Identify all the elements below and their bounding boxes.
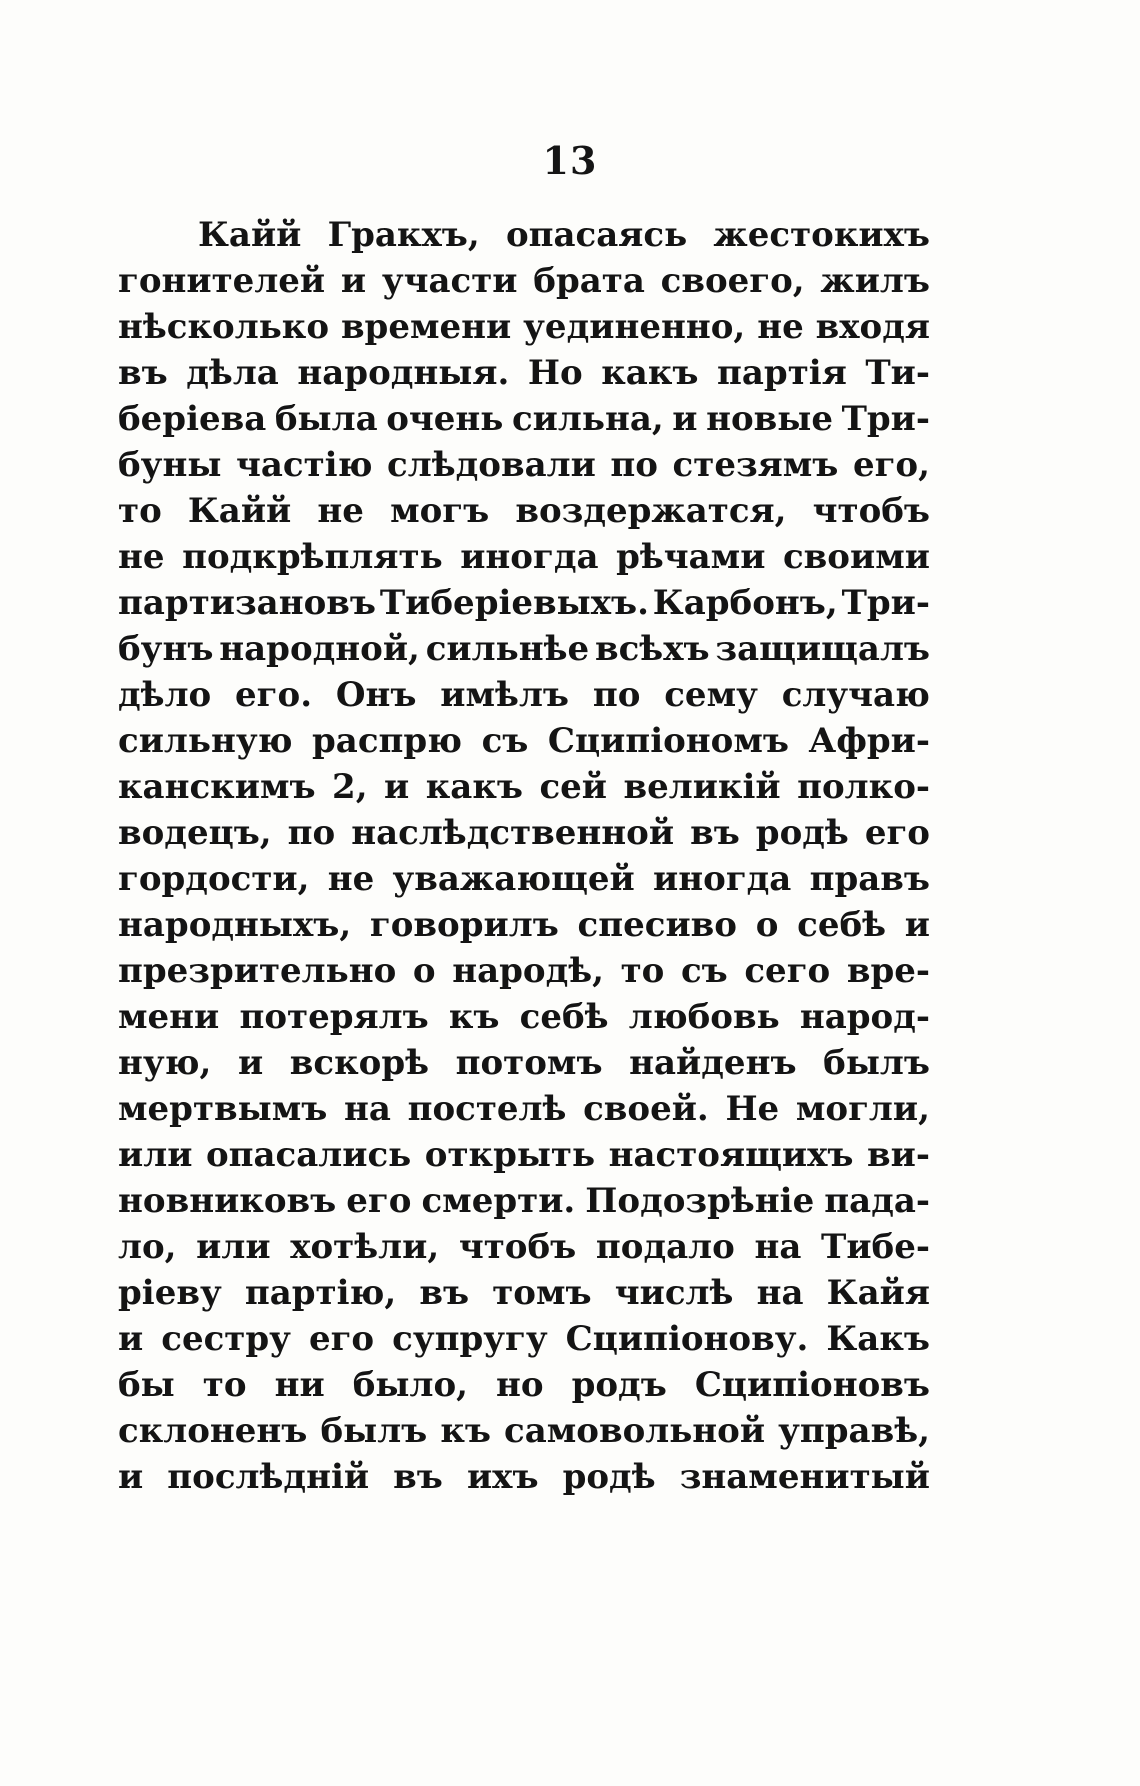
word: правъ: [809, 859, 930, 899]
word: Сципіоновъ: [694, 1365, 930, 1405]
word: иногда: [653, 859, 792, 899]
word: томъ: [492, 1273, 592, 1313]
text-line: [118, 764, 930, 810]
word: Ти-: [865, 353, 930, 393]
word: по: [287, 813, 336, 853]
word: любовь: [628, 997, 780, 1037]
word: и: [672, 399, 698, 439]
text-line: [118, 1408, 930, 1454]
word: опасались: [205, 1135, 412, 1175]
word: народной,: [219, 629, 420, 669]
word: бунъ: [118, 629, 214, 669]
word: и: [340, 261, 367, 301]
word: было,: [352, 1365, 468, 1405]
word: потомъ: [455, 1043, 603, 1083]
word: партизановъ: [118, 583, 376, 623]
word: участи: [381, 261, 518, 301]
text-line: [118, 1132, 930, 1178]
word: защищалъ: [715, 629, 930, 669]
word: Карбонъ,: [652, 583, 838, 623]
word: вскорѣ: [289, 1043, 430, 1083]
word: брата: [533, 261, 645, 301]
word: себѣ: [519, 997, 609, 1037]
word: послѣдній: [167, 1457, 370, 1497]
word: Подозрѣніе: [585, 1181, 815, 1221]
text-line: [118, 994, 930, 1040]
word: на: [754, 1227, 802, 1267]
word: канскимъ: [118, 767, 316, 807]
word: уважающей: [392, 859, 635, 899]
word: на: [756, 1273, 804, 1313]
word: и: [118, 1457, 144, 1497]
page-number: 13: [542, 138, 598, 183]
word: сему: [664, 675, 758, 715]
word: наслѣдственной: [351, 813, 675, 853]
word: могли,: [795, 1089, 930, 1129]
word: великій: [623, 767, 781, 807]
word: Кайй: [198, 215, 302, 255]
word: Сципіономъ: [547, 721, 789, 761]
word: Кайя: [826, 1273, 930, 1313]
word: распрю: [312, 721, 463, 761]
word: его,: [852, 445, 930, 485]
word: самовольной: [504, 1411, 766, 1451]
text-line: [118, 488, 930, 534]
text-line: [118, 1270, 930, 1316]
word: вре-: [846, 951, 930, 991]
word: чтобъ: [812, 491, 930, 531]
word: Но: [527, 353, 583, 393]
word: партію,: [244, 1273, 397, 1313]
word: Тиберіевыхъ.: [379, 583, 649, 623]
word: была: [274, 399, 378, 439]
word: подкрѣплять: [182, 537, 443, 577]
word: или: [196, 1227, 271, 1267]
text-line: [118, 1454, 930, 1500]
word: спесиво: [577, 905, 737, 945]
word: дѣла: [186, 353, 279, 393]
word: и: [237, 1043, 264, 1083]
word: иногда: [460, 537, 599, 577]
word: сей: [539, 767, 607, 807]
word: гонителей: [118, 261, 326, 301]
text-line: [118, 1040, 930, 1086]
word: народ-: [799, 997, 930, 1037]
word: сестру: [161, 1319, 291, 1359]
text-line: [118, 534, 930, 580]
word: ви-: [867, 1135, 930, 1175]
word: въ: [690, 813, 740, 853]
word: по: [592, 675, 641, 715]
word: Какъ: [826, 1319, 930, 1359]
word: народѣ,: [452, 951, 604, 991]
word: его: [864, 813, 930, 853]
text-line: [118, 1086, 930, 1132]
text-line: [118, 626, 930, 672]
word: не: [118, 537, 165, 577]
text-line: [118, 810, 930, 856]
word: и: [384, 767, 410, 807]
text-line: [118, 304, 930, 350]
word: полко-: [797, 767, 930, 807]
word: опасаясь: [505, 215, 688, 255]
word: народныхъ,: [118, 905, 352, 945]
word: частію: [236, 445, 373, 485]
word: случаю: [781, 675, 930, 715]
word: въ: [419, 1273, 470, 1313]
word: его: [308, 1319, 375, 1359]
word: его: [346, 1181, 412, 1221]
word: дѣло: [118, 675, 212, 715]
word: презрительно: [118, 951, 397, 991]
word: бы: [118, 1365, 175, 1405]
word: какъ: [601, 353, 699, 393]
text-line: [118, 718, 930, 764]
text-line: [118, 1316, 930, 1362]
word: Три-: [841, 399, 930, 439]
text-line: [118, 1362, 930, 1408]
word: въ: [118, 353, 168, 393]
word: не: [317, 491, 364, 531]
word: сего: [744, 951, 831, 991]
word: партія: [717, 353, 847, 393]
word: съ: [680, 951, 728, 991]
word: склоненъ: [118, 1411, 308, 1451]
word: своими: [782, 537, 930, 577]
word: управѣ,: [778, 1411, 930, 1451]
word: буны: [118, 445, 222, 485]
word: къ: [440, 1411, 491, 1451]
word: Не: [725, 1089, 780, 1129]
text-line: [118, 948, 930, 994]
word: стезямъ: [672, 445, 839, 485]
word: жилъ: [820, 261, 930, 301]
word: уединенно,: [523, 307, 746, 347]
word: по: [610, 445, 658, 485]
word: Три-: [841, 583, 930, 623]
text-line: [118, 350, 930, 396]
word: Онъ: [335, 675, 417, 715]
word: смерти.: [421, 1181, 576, 1221]
word: своего,: [660, 261, 805, 301]
word: ло,: [118, 1227, 177, 1267]
word: былъ: [320, 1411, 428, 1451]
word: о: [755, 905, 779, 945]
text-line: [118, 1224, 930, 1270]
word: имѣлъ: [440, 675, 569, 715]
word: слѣдовали: [387, 445, 596, 485]
word: сильна,: [511, 399, 664, 439]
word: пада-: [824, 1181, 930, 1221]
word: беріева: [118, 399, 267, 439]
word: настоящихъ: [608, 1135, 854, 1175]
word: говорилъ: [369, 905, 559, 945]
word: мертвымъ: [118, 1089, 328, 1129]
word: родѣ: [755, 813, 849, 853]
text-line: [118, 396, 930, 442]
text-line: [118, 1178, 930, 1224]
word: гордости,: [118, 859, 310, 899]
word: то: [202, 1365, 247, 1405]
word: но: [496, 1365, 544, 1405]
word: сильную: [118, 721, 293, 761]
word: открыть: [424, 1135, 596, 1175]
word: Афри-: [808, 721, 930, 761]
text-line: [118, 856, 930, 902]
word: не: [327, 859, 375, 899]
word: какъ: [425, 767, 523, 807]
word: и: [118, 1319, 144, 1359]
text-line: [118, 672, 930, 718]
word: на: [344, 1089, 391, 1129]
word: всѣхъ: [594, 629, 710, 669]
word: знаменитый: [679, 1457, 930, 1497]
word: хотѣли,: [290, 1227, 440, 1267]
word: съ: [481, 721, 529, 761]
word: то: [118, 491, 162, 531]
text-line: [118, 212, 930, 258]
word: и: [904, 905, 930, 945]
word: потерялъ: [239, 997, 429, 1037]
word: въ: [393, 1457, 443, 1497]
word: воздержатся,: [515, 491, 787, 531]
word: водецъ,: [118, 813, 272, 853]
word: о: [412, 951, 436, 991]
word: новниковъ: [118, 1181, 337, 1221]
text-line: [118, 902, 930, 948]
word: найденъ: [629, 1043, 797, 1083]
word: очень: [386, 399, 504, 439]
word: супругу: [392, 1319, 548, 1359]
word: его.: [235, 675, 313, 715]
word: жестокихъ: [713, 215, 930, 255]
word: подало: [595, 1227, 735, 1267]
word: родъ: [571, 1365, 667, 1405]
word: или: [118, 1135, 193, 1175]
word: сильнѣе: [425, 629, 590, 669]
word: себѣ: [797, 905, 887, 945]
word: то: [620, 951, 665, 991]
word: къ: [448, 997, 500, 1037]
word: своей.: [583, 1089, 709, 1129]
word: числѣ: [614, 1273, 734, 1313]
word: 2,: [332, 767, 368, 807]
word: мени: [118, 997, 220, 1037]
word: Тибе-: [821, 1227, 930, 1267]
word: народныя.: [297, 353, 510, 393]
text-line: [118, 442, 930, 488]
word: времени: [340, 307, 512, 347]
word: Кайй: [187, 491, 292, 531]
word: нѣсколько: [118, 307, 330, 347]
word: не: [757, 307, 804, 347]
word: ную,: [118, 1043, 212, 1083]
word: родѣ: [562, 1457, 656, 1497]
word: чтобъ: [458, 1227, 577, 1267]
word: ріеву: [118, 1273, 222, 1313]
word: входя: [815, 307, 930, 347]
word: Гракхъ,: [327, 215, 480, 255]
word: могъ: [390, 491, 490, 531]
body-text: [118, 212, 930, 1500]
word: новые: [706, 399, 833, 439]
text-line: [118, 258, 930, 304]
word: постелѣ: [407, 1089, 567, 1129]
word: рѣчами: [616, 537, 766, 577]
text-line: [118, 580, 930, 626]
word: ни: [274, 1365, 325, 1405]
word: Сципіонову.: [565, 1319, 809, 1359]
word: былъ: [823, 1043, 930, 1083]
word: ихъ: [466, 1457, 539, 1497]
